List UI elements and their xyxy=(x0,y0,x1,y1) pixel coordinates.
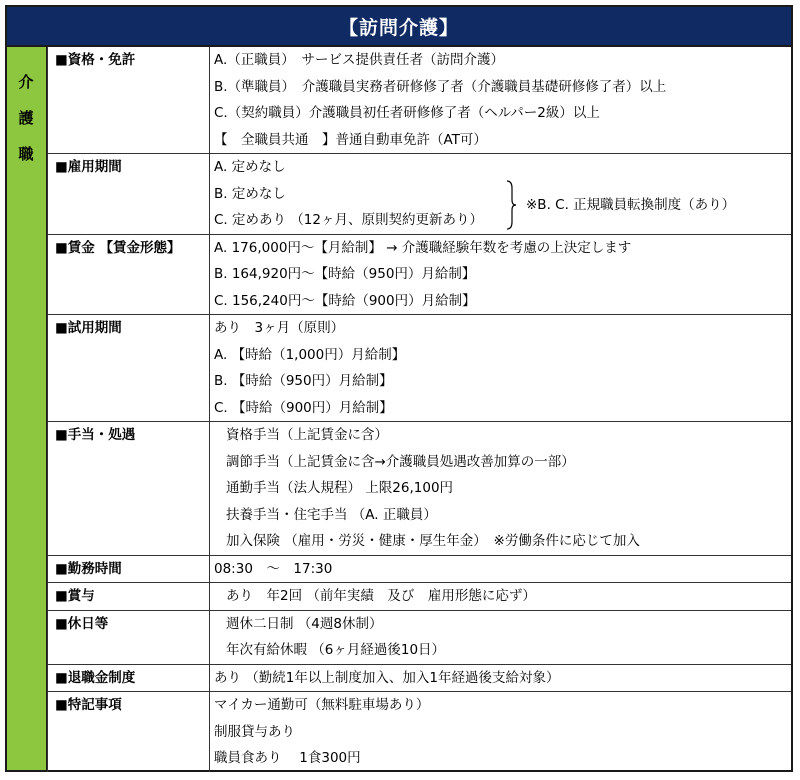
row-bonus xyxy=(48,583,792,611)
side-category xyxy=(7,47,47,770)
trial-line: あり 3ヶ月（原則） xyxy=(214,320,345,336)
wage-line: B. 164,920円～【時給（950円）月給制】 xyxy=(214,266,476,282)
qualification-line: C.（契約職員）介護職員初任者研修修了者（ヘルパー2級）以上 xyxy=(214,105,600,121)
holidays-line: 週休二日制 （4週8休制） xyxy=(226,615,383,632)
right-brace-icon xyxy=(506,180,516,230)
content-holidays xyxy=(210,610,792,664)
row-wage xyxy=(48,234,792,315)
row-employment-period xyxy=(48,154,792,235)
employment-line: C. 定めあり （12ヶ月、原則契約更新あり） xyxy=(214,212,483,228)
label-wage: ■賃金 【賃金形態】 xyxy=(48,234,210,315)
conversion-note: ※B. C. 正規職員転換制度（あり） xyxy=(526,197,736,213)
trial-line: B. 【時給（950円）月給制】 xyxy=(214,373,393,389)
label-hours: ■勤務時間 xyxy=(48,555,210,583)
employment-line: A. 定めなし xyxy=(214,159,286,175)
allowance-line: 扶養手当・住宅手当 （A. 正職員） xyxy=(226,506,437,523)
notes-line: マイカー通勤可（無料駐車場あり） xyxy=(214,697,430,713)
notes-line: 制服貸与あり xyxy=(214,723,295,740)
label-allowance: ■手当・処遇 xyxy=(48,422,210,556)
label-trial: ■試用期間 xyxy=(48,315,210,422)
allowance-line: 調節手当（上記賃金に含→介護職員処遇改善加算の一部） xyxy=(226,453,575,470)
content-bonus xyxy=(210,583,792,611)
employment-line: B. 定めなし xyxy=(214,185,286,202)
conditions-table xyxy=(47,47,791,772)
sheet-title: 【訪問介護】 xyxy=(7,7,791,47)
qualification-line: A.（正職員） サービス提供責任者（訪問介護） xyxy=(214,52,505,68)
allowance-line: 加入保険 （雇用・労災・健康・厚生年金） ※労働条件に応じて加入 xyxy=(226,533,640,549)
allowance-line: 通勤手当（法人規程） 上限26,100円 xyxy=(226,480,454,496)
row-retirement xyxy=(48,664,792,692)
job-sheet xyxy=(5,5,793,772)
content-wage xyxy=(210,234,792,315)
allowance-line: 資格手当（上記賃金に含） xyxy=(226,427,388,443)
wage-line: C. 156,240円～【時給（900円）月給制】 xyxy=(214,292,476,309)
qualification-line: 【 全職員共通 】普通自動車免許（AT可） xyxy=(214,131,487,148)
content-employment-period xyxy=(210,154,792,235)
content-notes xyxy=(210,692,792,772)
content-hours xyxy=(210,555,792,583)
label-retirement: ■退職金制度 xyxy=(48,664,210,692)
content-retirement xyxy=(210,664,792,692)
trial-line: A. 【時給（1,000円）月給制】 xyxy=(214,346,406,363)
content-trial xyxy=(210,315,792,422)
holidays-line: 年次有給休暇 （6ヶ月経過後10日） xyxy=(226,642,446,658)
retirement-line: あり （勤続1年以上制度加入、加入1年経過後支給対象） xyxy=(214,669,560,686)
bonus-line: あり 年2回 （前年実績 及び 雇用形態に応ず） xyxy=(226,588,536,604)
trial-line: C. 【時給（900円）月給制】 xyxy=(214,399,393,416)
label-notes: ■特記事項 xyxy=(48,692,210,772)
side-char-2: 護 xyxy=(18,109,34,127)
qualification-line: B.（準職員） 介護職員実務者研修修了者（介護職員基礎研修修了者）以上 xyxy=(214,78,667,95)
wage-line: A. 176,000円～【月給制】 → 介護職経験年数を考慮の上決定します xyxy=(214,239,632,256)
content-qualification xyxy=(210,47,792,154)
label-employment-period: ■雇用期間 xyxy=(48,154,210,235)
label-bonus: ■賞与 xyxy=(48,583,210,611)
hours-line: 08:30 ～ 17:30 xyxy=(214,560,333,577)
content-allowance xyxy=(210,422,792,556)
label-qualification: ■資格・免許 xyxy=(48,47,210,154)
side-char-1: 介 xyxy=(18,73,34,91)
row-holidays xyxy=(48,610,792,664)
label-holidays: ■休日等 xyxy=(48,610,210,664)
row-notes xyxy=(48,692,792,772)
row-hours xyxy=(48,555,792,583)
row-trial xyxy=(48,315,792,422)
notes-line: 職員食あり 1食300円 xyxy=(214,750,361,766)
row-qualification xyxy=(48,47,792,154)
row-allowance xyxy=(48,422,792,556)
side-char-3: 職 xyxy=(18,145,34,163)
